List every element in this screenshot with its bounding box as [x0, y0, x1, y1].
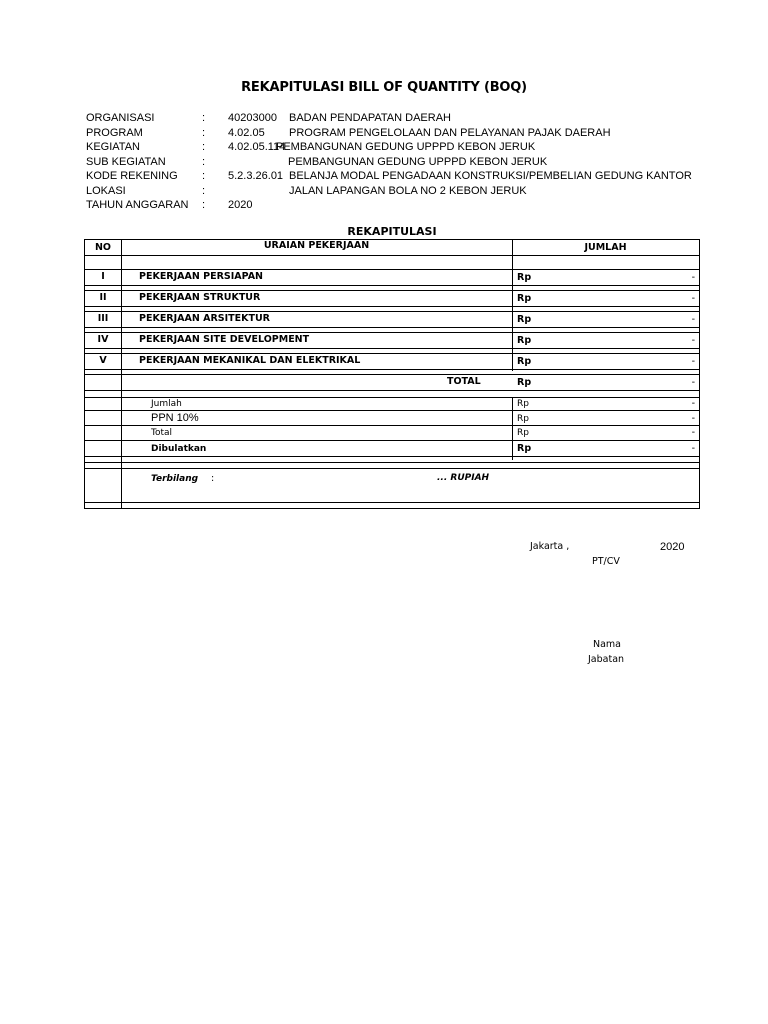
row-no: IV: [97, 334, 109, 345]
info-label: SUB KEGIATAN: [86, 155, 166, 168]
row-currency: Rp: [517, 314, 532, 325]
row-divider: [85, 502, 699, 503]
row-divider: [85, 468, 699, 469]
info-desc: JALAN LAPANGAN BOLA NO 2 KEBON JERUK: [289, 184, 527, 197]
signature-place: Jakarta ,: [530, 541, 570, 552]
info-label: KEGIATAN: [86, 141, 140, 153]
terbilang-colon: :: [211, 473, 215, 484]
row-currency: Rp: [517, 356, 532, 367]
info-colon: :: [202, 184, 206, 197]
row-divider: [85, 374, 699, 375]
summary-currency: Rp: [517, 414, 529, 424]
row-divider: [85, 348, 699, 349]
signature-position: Jabatan: [588, 654, 625, 665]
info-desc: BADAN PENDAPATAN DAERAH: [289, 112, 451, 124]
info-code: 5.2.3.26.01: [228, 170, 284, 182]
info-code: 2020: [228, 199, 253, 211]
info-colon: :: [202, 112, 206, 124]
total-currency: Rp: [517, 377, 532, 388]
row-uraian: PEKERJAAN SITE DEVELOPMENT: [139, 334, 310, 345]
row-divider: [85, 327, 699, 328]
summary-label: Jumlah: [151, 399, 182, 409]
info-label: TAHUN ANGGARAN: [86, 199, 189, 211]
row-value: -: [691, 293, 695, 304]
header-jumlah: JUMLAH: [584, 242, 627, 253]
row-divider: [85, 285, 699, 286]
summary-currency: Rp: [517, 443, 532, 454]
rekapitulasi-heading: REKAPITULASI: [347, 225, 437, 238]
info-label: KODE REKENING: [86, 170, 178, 182]
signature-year: 2020: [660, 541, 685, 553]
summary-value: -: [691, 443, 695, 454]
info-colon: :: [202, 141, 206, 153]
total-label: TOTAL: [447, 376, 481, 387]
terbilang-label: Terbilang: [151, 474, 199, 484]
signature-company: PT/CV: [592, 556, 620, 567]
row-divider: [85, 440, 699, 441]
info-desc: PEMBANGUNAN GEDUNG UPPPD KEBON JERUK: [276, 141, 536, 153]
row-uraian: PEKERJAAN ARSITEKTUR: [139, 313, 271, 324]
summary-label: Dibulatkan: [151, 444, 207, 454]
row-no: I: [101, 271, 105, 282]
row-divider: [85, 290, 699, 291]
row-divider: [85, 255, 699, 256]
row-no: II: [99, 292, 107, 303]
boq-table: [84, 239, 700, 509]
header-no: NO: [94, 242, 112, 253]
terbilang-suffix: ... RUPIAH: [437, 473, 490, 483]
document-title: REKAPITULASI BILL OF QUANTITY (BOQ): [241, 80, 527, 95]
row-divider: [85, 462, 699, 463]
summary-value: -: [691, 413, 695, 424]
row-currency: Rp: [517, 335, 532, 346]
signature-name: Nama: [593, 639, 622, 650]
row-value: -: [691, 335, 695, 346]
header-uraian: URAIAN PEKERJAAN: [263, 240, 370, 251]
row-divider: [85, 332, 699, 333]
row-uraian: PEKERJAAN PERSIAPAN: [139, 271, 264, 282]
info-colon: :: [202, 126, 206, 139]
row-no: III: [97, 313, 109, 324]
row-uraian: PEKERJAAN STRUKTUR: [139, 292, 261, 303]
info-colon: :: [202, 199, 206, 211]
summary-currency: Rp: [517, 428, 529, 438]
info-code: 4.02.05.114: [228, 141, 286, 153]
row-value: -: [691, 314, 695, 325]
info-desc: PEMBANGUNAN GEDUNG UPPPD KEBON JERUK: [288, 155, 548, 168]
info-code: 4.02.05: [228, 126, 265, 139]
summary-value: -: [691, 427, 695, 438]
row-divider: [85, 425, 699, 426]
total-value: -: [691, 377, 695, 388]
row-divider: [85, 410, 699, 411]
row-divider: [85, 306, 699, 307]
info-label: LOKASI: [86, 184, 126, 197]
row-value: -: [691, 272, 695, 283]
row-divider: [85, 269, 699, 270]
row-divider: [85, 369, 699, 370]
summary-currency: Rp: [517, 399, 529, 409]
summary-label: Total: [151, 428, 173, 438]
row-divider: [85, 353, 699, 354]
info-colon: :: [202, 155, 206, 168]
summary-value: -: [691, 398, 695, 409]
row-currency: Rp: [517, 293, 532, 304]
row-currency: Rp: [517, 272, 532, 283]
info-desc: BELANJA MODAL PENGADAAN KONSTRUKSI/PEMBELIAN GEDUNG KANTOR: [289, 170, 692, 182]
row-divider: [85, 311, 699, 312]
info-desc: PROGRAM PENGELOLAAN DAN PELAYANAN PAJAK DAERAH: [289, 126, 611, 139]
summary-label: PPN 10%: [151, 412, 199, 424]
row-no: V: [99, 355, 107, 366]
row-uraian: PEKERJAAN MEKANIKAL DAN ELEKTRIKAL: [139, 355, 361, 366]
column-divider: [512, 397, 513, 460]
row-divider: [85, 390, 699, 391]
info-colon: :: [202, 170, 206, 182]
info-code: 40203000: [228, 112, 277, 124]
info-label: ORGANISASI: [86, 112, 155, 124]
row-value: -: [691, 356, 695, 367]
info-label: PROGRAM: [86, 126, 143, 139]
row-divider: [85, 456, 699, 457]
